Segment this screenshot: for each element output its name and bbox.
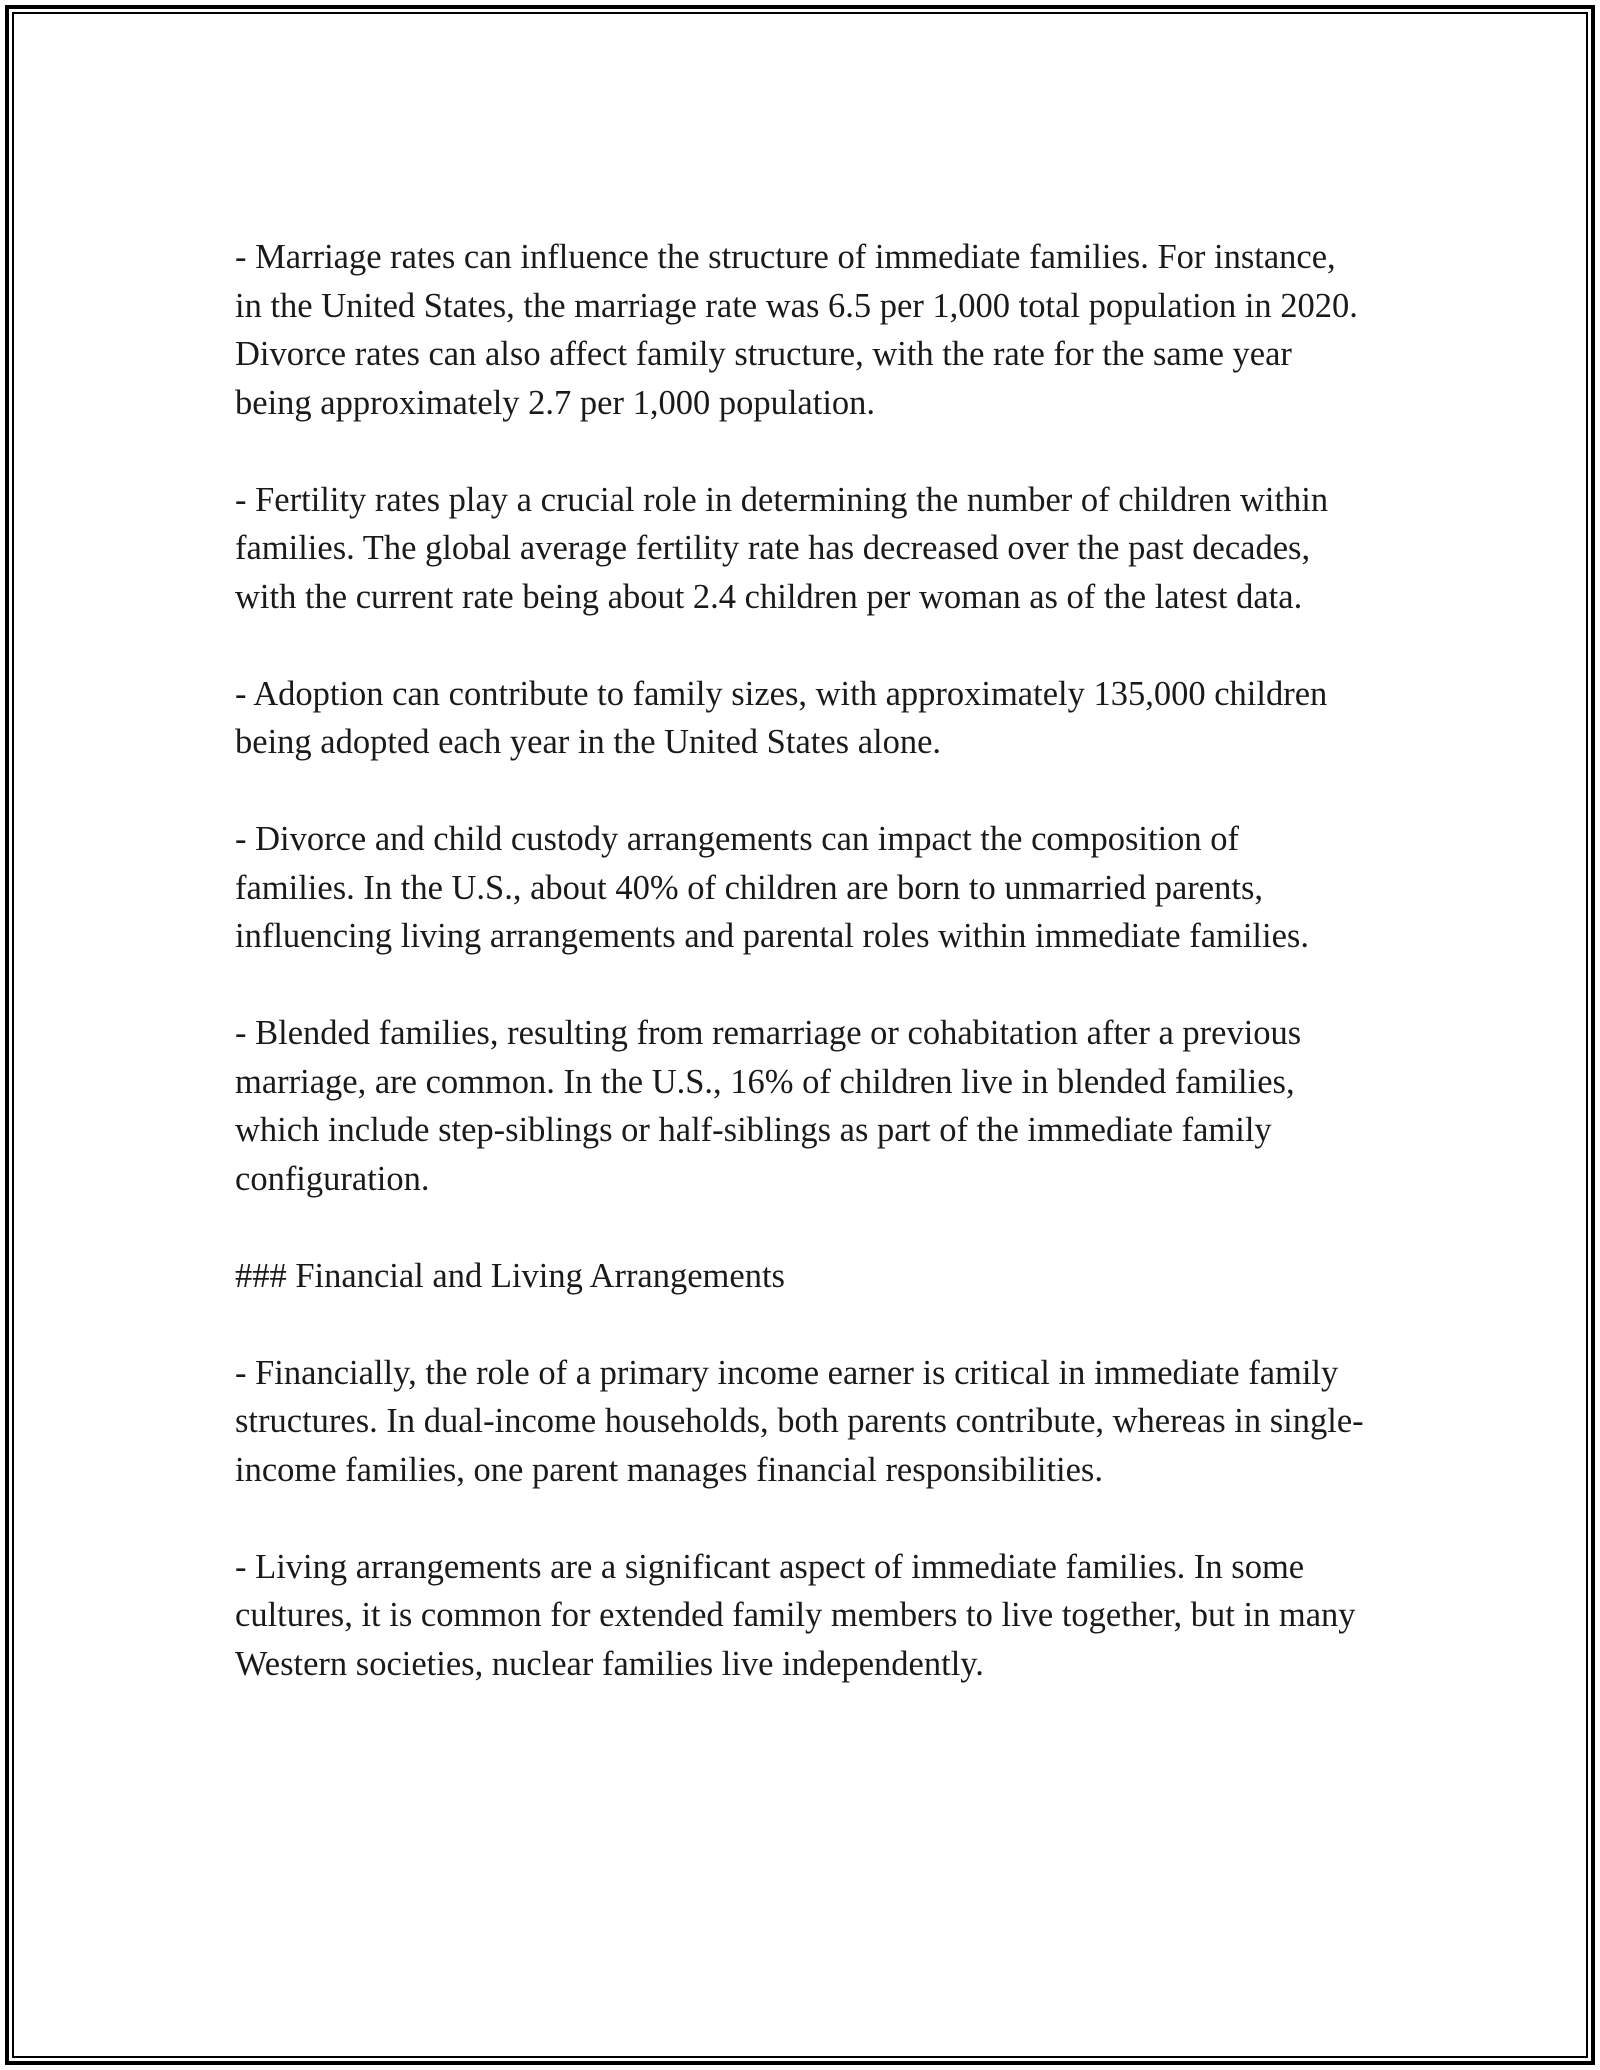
paragraph-marriage-rates: - Marriage rates can influence the structure of immediate families. For instance, in the United States, the marriage rate was 6.5 per 1,000 total population in 2020. Divorce rates can also affect family structure, with the rate for the same year being approximately 2.7 per 1,000 population. — [235, 238, 1358, 422]
paragraph-fertility-rates: - Fertility rates play a crucial role in determining the number of children within families. The global average fertility rate has decreased over the past decades, with the current rate being about 2.4 children per woman as of the latest data. — [235, 480, 1329, 616]
paragraph-living-arrangements: - Living arrangements are a significant aspect of immediate families. In some cultures, it is common for extended family members to live together, but in many Western societies, nuclear families live independently. — [235, 1547, 1356, 1683]
section-heading-financial-living: ### Financial and Living Arrangements — [235, 1256, 785, 1295]
document-body — [235, 233, 1365, 1737]
paragraph-divorce-custody: - Divorce and child custody arrangements can impact the composition of families. In the U.S., about 40% of children are born to unmarried parents, influencing living arrangements and parental roles within immediate families. — [235, 820, 1309, 955]
paragraph-blended-families: - Blended families, resulting from remarriage or cohabitation after a previous marriage, are common. In the U.S., 16% of children live in blended families, which include step-siblings or half-siblings as part of the immediate family configuration. — [235, 1014, 1302, 1198]
paragraph-financial: - Financially, the role of a primary income earner is critical in immediate family structures. In dual-income households, both parents contribute, whereas in single-income families, one parent manages financial responsibilities. — [235, 1353, 1364, 1489]
paragraph-adoption: - Adoption can contribute to family sizes, with approximately 135,000 children being adopted each year in the United States alone. — [235, 674, 1328, 761]
